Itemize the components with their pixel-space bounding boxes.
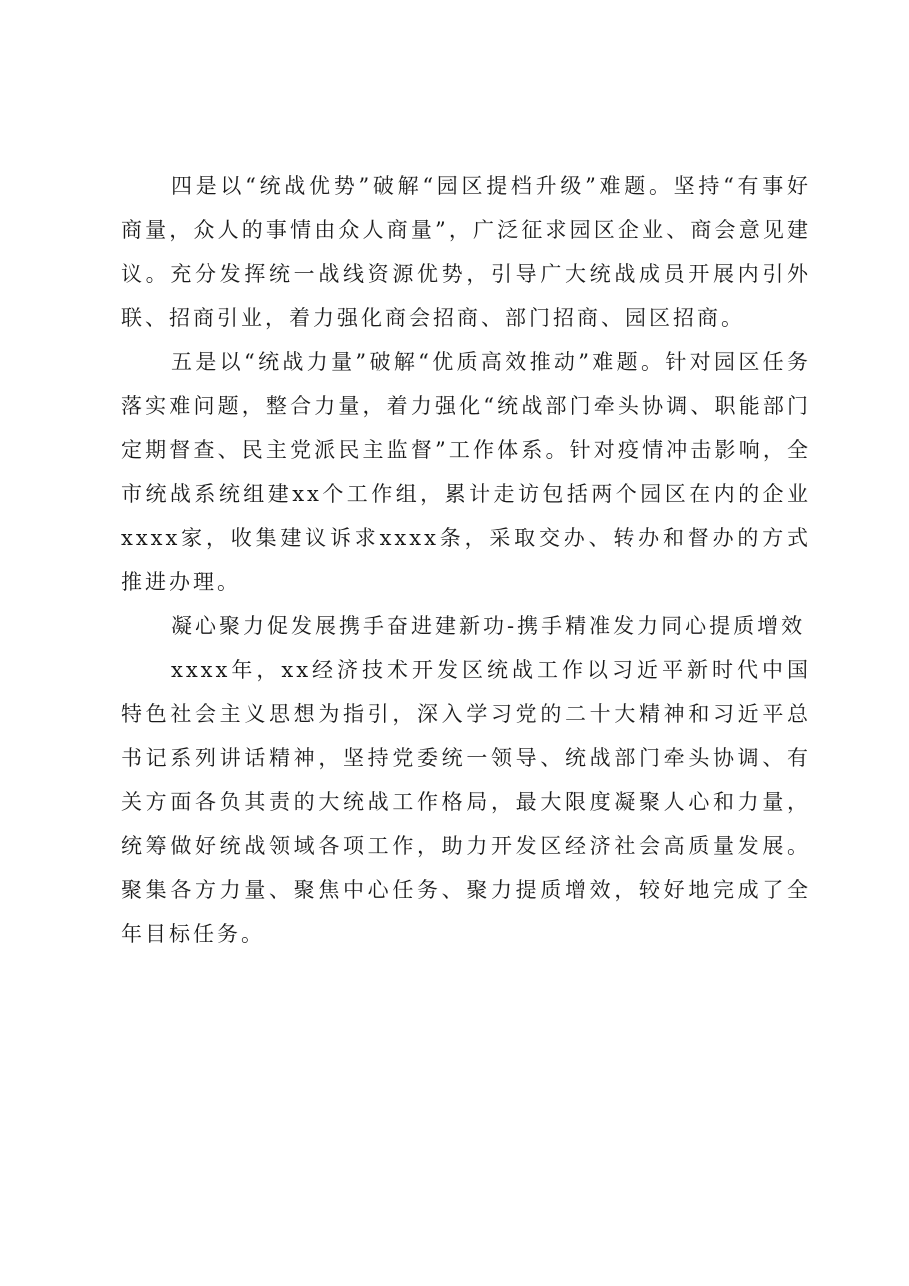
paragraph-5: 五是以“统战力量”破解“优质高效推动”难题。针对园区任务落实难问题，整合力量，着力强化“统战部门牵头协调、职能部门定期督查、民主党派民主监督”工作体系。针对疫情冲击影响，全市统战系统组建xx个工作组，累计走访包括两个园区在内的企业xxxx家，收集建议诉求xxxx条，采取交办、转办和督办的方式推进办理。 (121, 350, 811, 594)
document-body (121, 164, 811, 956)
section-heading: 凝心聚力促发展携手奋进建新功-携手精准发力同心提质增效 (171, 614, 806, 638)
paragraph-4: 四是以“统战优势”破解“园区提档升级”难题。坚持“有事好商量，众人的事情由众人商量”，广泛征求园区企业、商会意见建议。充分发挥统一战线资源优势，引导广大统战成员开展内引外联、招商引业，着力强化商会招商、部门招商、园区招商。 (121, 174, 811, 330)
paragraph-summary: xxxx年，xx经济技术开发区统战工作以习近平新时代中国特色社会主义思想为指引，深入学习党的二十大精神和习近平总书记系列讲话精神，坚持党委统一领导、统战部门牵头协调、有关方面各负其责的大统战工作格局，最大限度凝聚人心和力量，统筹做好统战领域各项工作，助力开发区经济社会高质量发展。聚集各方力量、聚焦中心任务、聚力提质增效，较好地完成了全年目标任务。 (121, 658, 811, 946)
